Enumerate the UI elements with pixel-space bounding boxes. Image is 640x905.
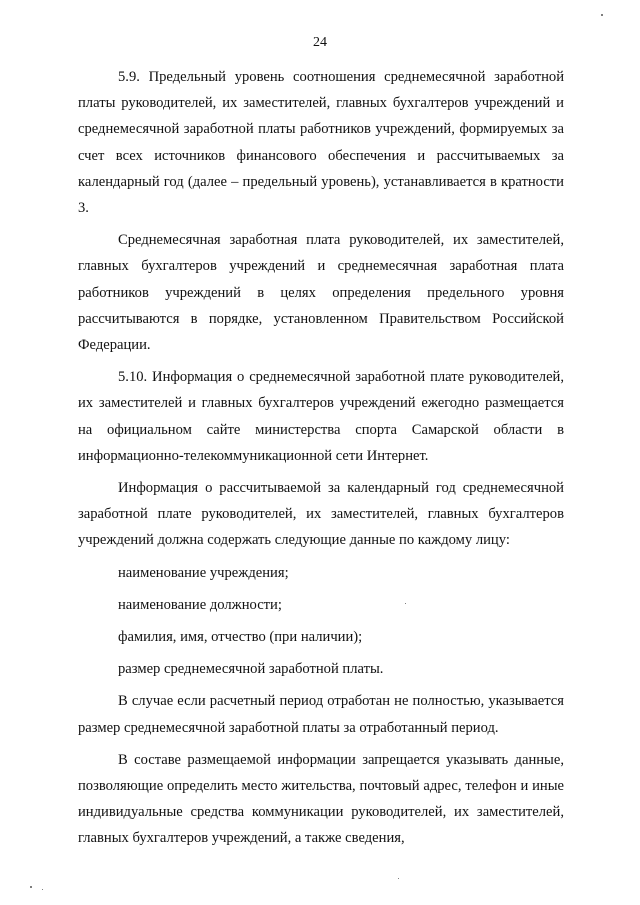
- list-item-salary-size: размер среднемесячной заработной платы.: [118, 661, 384, 678]
- list-item-position-name: наименование должности;: [118, 596, 282, 613]
- scan-speck: [601, 14, 603, 16]
- document-body: [78, 64, 564, 852]
- paragraph-prohibited-data: В составе размещаемой информации запрещается указывать данные, позволяющие определить место жительства, почтовый адрес, телефон и иные индивидуальные средства коммуникации руководителей, их заместителей, главных бухгалтеров учреждений, а также сведения,: [78, 751, 564, 847]
- scan-speck: [30, 886, 32, 888]
- list-item-full-name: фамилия, имя, отчество (при наличии);: [118, 629, 363, 646]
- paragraph-average-salary: Среднемесячная заработная плата руководителей, их заместителей, главных бухгалтеров учреждений и среднемесячная заработная плата работников учреждений в целях определения предельного уровня рассчитываются в порядке, установленном Правительством Российской Федерации.: [78, 232, 564, 354]
- list-item-institution-name: наименование учреждения;: [118, 564, 289, 581]
- scan-speck: [405, 603, 406, 604]
- paragraph-5-10: 5.10. Информация о среднемесячной заработной плате руководителей, их заместителей и главных бухгалтеров учреждений ежегодно размещается на официальном сайте министерства спорта Самарской области в информационно-телекоммуникационной сети Интернет.: [78, 369, 564, 464]
- scan-speck: [42, 889, 43, 890]
- scan-speck: [398, 878, 399, 879]
- page-number: 24: [313, 35, 327, 50]
- paragraph-information-content: Информация о рассчитываемой за календарный год среднемесячной заработной плате руководителей, их заместителей, главных бухгалтеров учреждений должна содержать следующие данные по каждому лицу:: [78, 480, 564, 549]
- paragraph-5-9: 5.9. Предельный уровень соотношения среднемесячной заработной платы руководителей, их заместителей, главных бухгалтеров учреждений и среднемесячной заработной платы работников учреждений, формируемых за счет всех источников финансового обеспечения и рассчитываемых за календарный год (далее – предельный уровень), устанавливается в кратности 3.: [78, 69, 564, 217]
- paragraph-partial-period: В случае если расчетный период отработан не полностью, указывается размер среднемесячной заработной платы за отработанный период.: [78, 693, 564, 736]
